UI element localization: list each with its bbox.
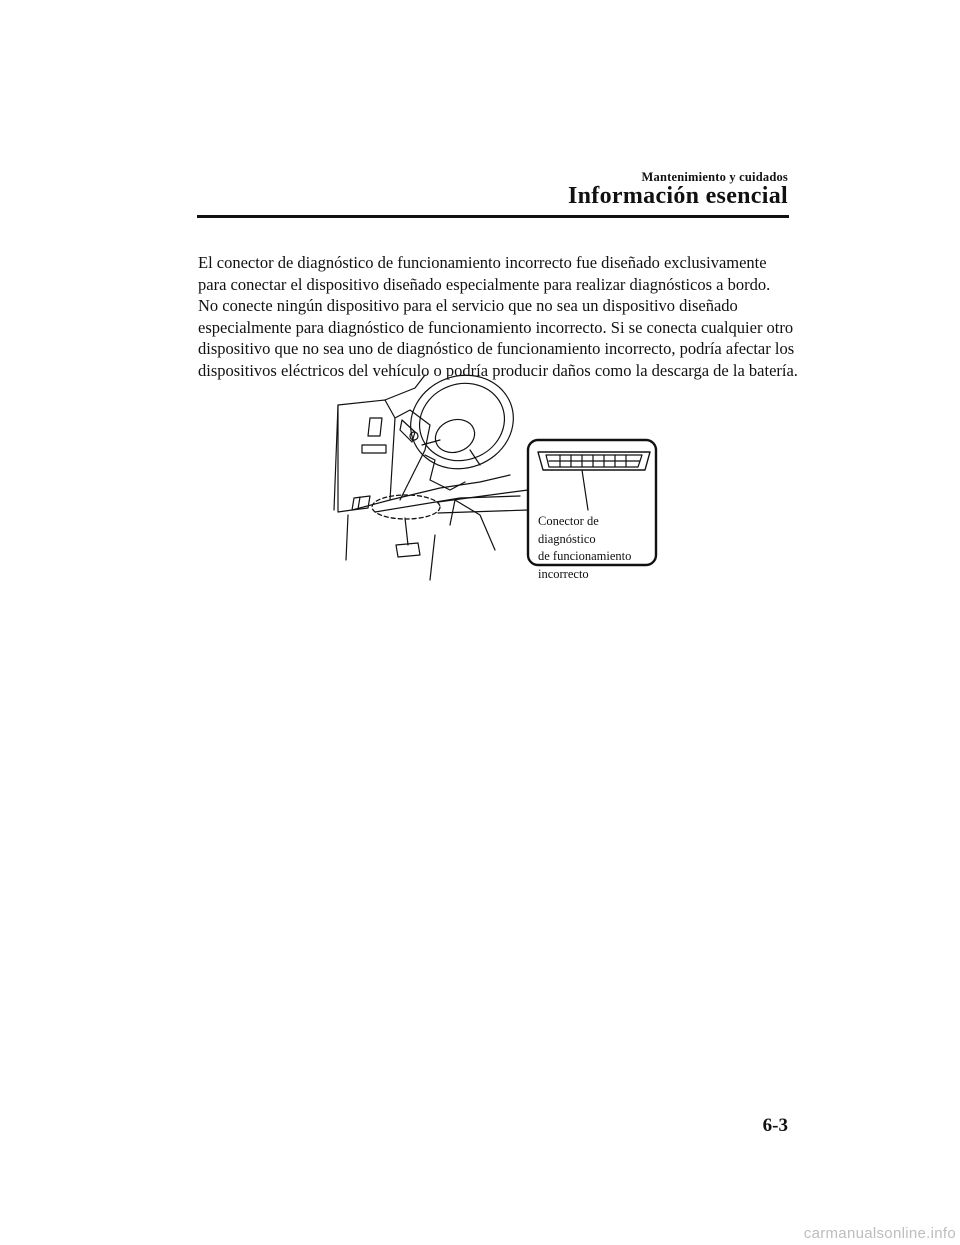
callout-line-2: de funcionamiento bbox=[538, 549, 632, 563]
watermark: carmanualsonline.info bbox=[803, 1225, 956, 1242]
callout-line-3: incorrecto bbox=[538, 566, 589, 581]
callout-label bbox=[538, 513, 658, 583]
connector-illustration bbox=[330, 370, 660, 585]
paragraph-intro: El conector de diagnóstico de funcionamiento incorrecto fue diseñado exclusivamente para conectar el dispositivo diseñado especialmente para realizar diagnósticos a bordo. bbox=[198, 253, 771, 294]
page-number: 6-3 bbox=[762, 1115, 788, 1136]
paragraph-warning: No conecte ningún dispositivo para el servicio que no sea un dispositivo diseñado especialmente para diagnóstico de funcionamiento incorrecto. Si se conecta cualquier otro dispositivo que no sea uno de diagnóstico de funcionamiento incorrecto, podría afectar los dispositivos eléctricos del vehículo o podría producir daños como la descarga de la batería. bbox=[198, 296, 798, 380]
chapter-title: Información esencial bbox=[568, 183, 788, 209]
header-rule bbox=[197, 215, 789, 218]
callout-line-1: Conector de diagnóstico bbox=[538, 514, 599, 546]
body-text bbox=[198, 252, 798, 381]
section-label: Mantenimiento y cuidados bbox=[641, 170, 788, 184]
